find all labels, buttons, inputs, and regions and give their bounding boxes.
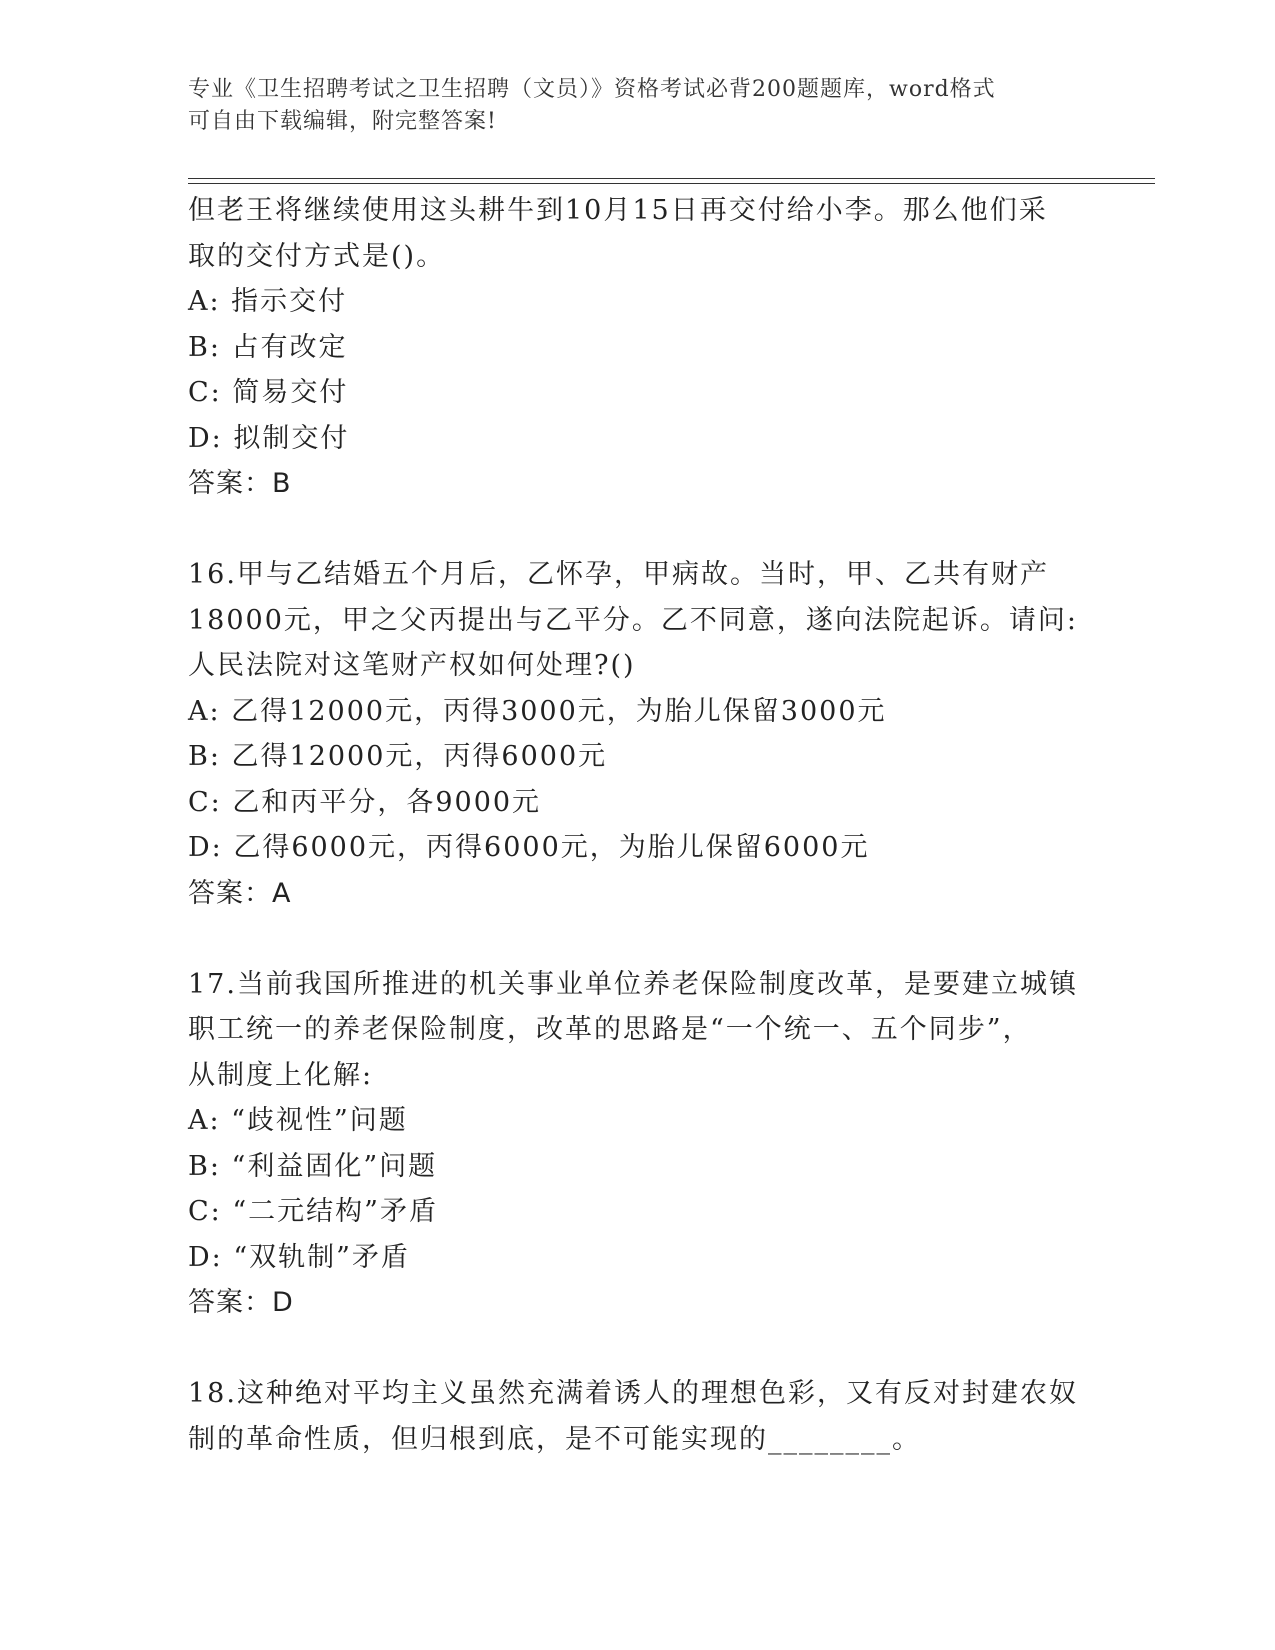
question-stem-line: 取的交付方式是()。: [188, 240, 446, 272]
question-content: [188, 188, 1088, 1462]
question-block-15: [188, 188, 1088, 507]
option-a: A: 乙得12000元，丙得3000元，为胎儿保留3000元: [188, 695, 887, 727]
question-stem-line: 16.甲与乙结婚五个月后，乙怀孕，甲病故。当时，甲、乙共有财产: [188, 559, 1049, 590]
option-d: D: 拟制交付: [188, 422, 350, 454]
option-a: A: 指示交付: [188, 286, 348, 317]
question-stem-line: 18.这种绝对平均主义虽然充满着诱人的理想色彩，又有反对封建农奴: [188, 1378, 1078, 1409]
question-block-16: [188, 552, 1088, 916]
question-stem-line: 职工统一的养老保险制度，改革的思路是“一个统一、五个同步”，: [188, 1014, 1032, 1045]
header-title-line-1: 专业《卫生招聘考试之卫生招聘（文员）》资格考试必背200题题库，word格式: [188, 77, 996, 102]
option-c: C: 乙和丙平分，各9000元: [188, 786, 542, 818]
question-stem-line: 17.当前我国所推进的机关事业单位养老保险制度改革，是要建立城镇: [188, 968, 1078, 1000]
block-spacer: [188, 1326, 1088, 1372]
block-spacer: [188, 507, 1088, 553]
question-block-17: [188, 962, 1088, 1326]
question-stem-line: 但老王将继续使用这头耕牛到10月15日再交付给小李。那么他们采: [188, 195, 1048, 226]
option-b: B: 乙得12000元，丙得6000元: [188, 741, 608, 772]
answer-label: 答案：A: [188, 877, 292, 909]
option-c: C: “二元结构”矛盾: [188, 1196, 438, 1227]
question-stem-line: 制的革命性质，但归根到底，是不可能实现的________。: [188, 1423, 921, 1455]
option-d: D: “双轨制”矛盾: [188, 1241, 410, 1273]
document-header: [188, 74, 1068, 138]
block-spacer: [188, 916, 1088, 962]
question-block-18: [188, 1371, 1088, 1462]
option-b: B: “利益固化”问题: [188, 1150, 438, 1182]
question-stem-line: 从制度上化解:: [188, 1059, 374, 1091]
header-title-line-2: 可自由下载编辑，附完整答案!: [188, 109, 497, 134]
header-divider-top: [188, 178, 1155, 179]
answer-label: 答案：D: [188, 1287, 294, 1318]
header-divider-bottom: [188, 183, 1155, 184]
option-d: D: 乙得6000元，丙得6000元，为胎儿保留6000元: [188, 832, 870, 863]
option-c: C: 简易交付: [188, 377, 349, 408]
question-stem-line: 18000元，甲之父丙提出与乙平分。乙不同意，遂向法院起诉。请问:: [188, 604, 1078, 636]
question-stem-line: 人民法院对这笔财产权如何处理?(): [188, 650, 636, 681]
answer-label: 答案：B: [188, 468, 292, 499]
option-b: B: 占有改定: [188, 331, 348, 363]
option-a: A: “歧视性”问题: [188, 1105, 408, 1136]
